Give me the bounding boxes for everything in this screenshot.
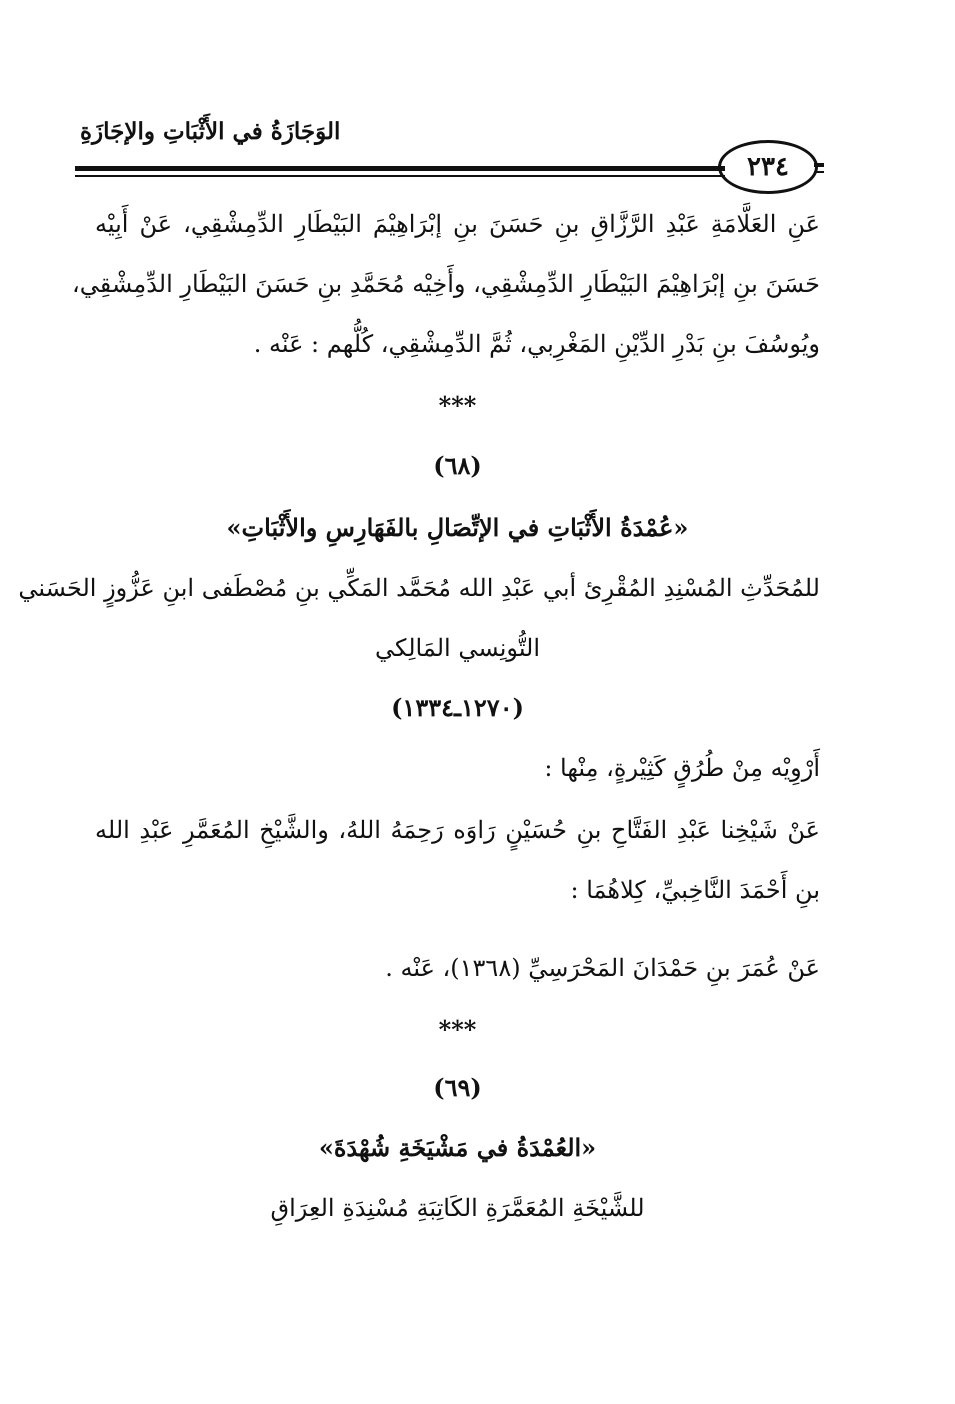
header-rule-tail xyxy=(814,171,824,173)
entry-title: «العُمْدَةُ في مَشْيَخَةِ شُهْدَةَ» xyxy=(318,1133,597,1162)
paragraph-line: أَرْوِيْه مِنْ طُرُقٍ كَثِيْرةٍ، مِنْها : xyxy=(544,754,820,782)
running-title: الوَجَازَةُ في الأَثْبَاتِ والإجَازَةِ xyxy=(80,118,341,145)
entry-number: (٦٩) xyxy=(433,1073,482,1102)
header-rule-thick xyxy=(75,166,725,171)
section-separator: *** xyxy=(438,391,477,420)
paragraph-line: عَنْ شَيْخِنا عَبْدِ الفَتَّاحِ بنِ حُسَيْنٍ رَاوَه رَحِمَهُ اللهُ، والشَّيْخِ المُعَمَّرِ عَبْدِ الله xyxy=(95,816,820,844)
entry-author: للمُحَدِّثِ المُسْنِدِ المُقْرِئ أبي عَبْدِ الله مُحَمَّد المَكِّي بنِ مُصْطَفى ابنِ عَزُّوزٍ الحَسَني xyxy=(18,574,820,602)
entry-author: للشَّيْخَةِ المُعَمَّرَةِ الكَاتِبَةِ مُسْنِدَةِ العِرَاقِ xyxy=(270,1194,645,1222)
page-header xyxy=(0,0,955,200)
paragraph-line: حَسَنَ بنِ إبْرَاهِيْمَ البَيْطَارِ الدِّمِشْقِي، وأَخِيْه مُحَمَّدِ بنِ حَسَنَ البَيْطَارِ الدِّمِشْقِي، xyxy=(72,270,820,298)
paragraph-line: بنِ أَحْمَدَ النَّاخِبيِّ، كِلاهُمَا : xyxy=(570,876,820,904)
entry-dates: (١٢٧٠ـ١٣٣٤) xyxy=(391,693,524,722)
header-rule-tail xyxy=(814,163,824,167)
paragraph-line: عَنِ العَلَّامَةِ عَبْدِ الرَّزَّاقِ بنِ حَسَنَ بنِ إبْرَاهِيْمَ البَيْطَارِ الدِّمِشْقِي، عَنْ أَبِيْه xyxy=(95,210,820,238)
entry-title: «عُمْدَةُ الأَثْبَاتِ في الإتِّصَالِ بالفَهَارِسِ والأَثْبَاتِ» xyxy=(226,513,689,542)
section-separator: *** xyxy=(438,1015,477,1044)
page-number: ٢٣٤ xyxy=(718,140,818,194)
paragraph-line: ويُوسُفَ بنِ بَدْرِ الدِّيْنِ المَغْرِبي، ثُمَّ الدِّمِشْقِي، كُلُّهم : عَنْه . xyxy=(253,330,820,358)
entry-number: (٦٨) xyxy=(433,451,482,480)
entry-author: التُّونِسي المَالِكي xyxy=(374,634,541,662)
header-rule-thin xyxy=(75,175,725,177)
paragraph-line: عَنْ عُمَرَ بنِ حَمْدَانَ المَحْرَسِيِّ (١٣٦٨)، عَنْه . xyxy=(385,954,820,982)
